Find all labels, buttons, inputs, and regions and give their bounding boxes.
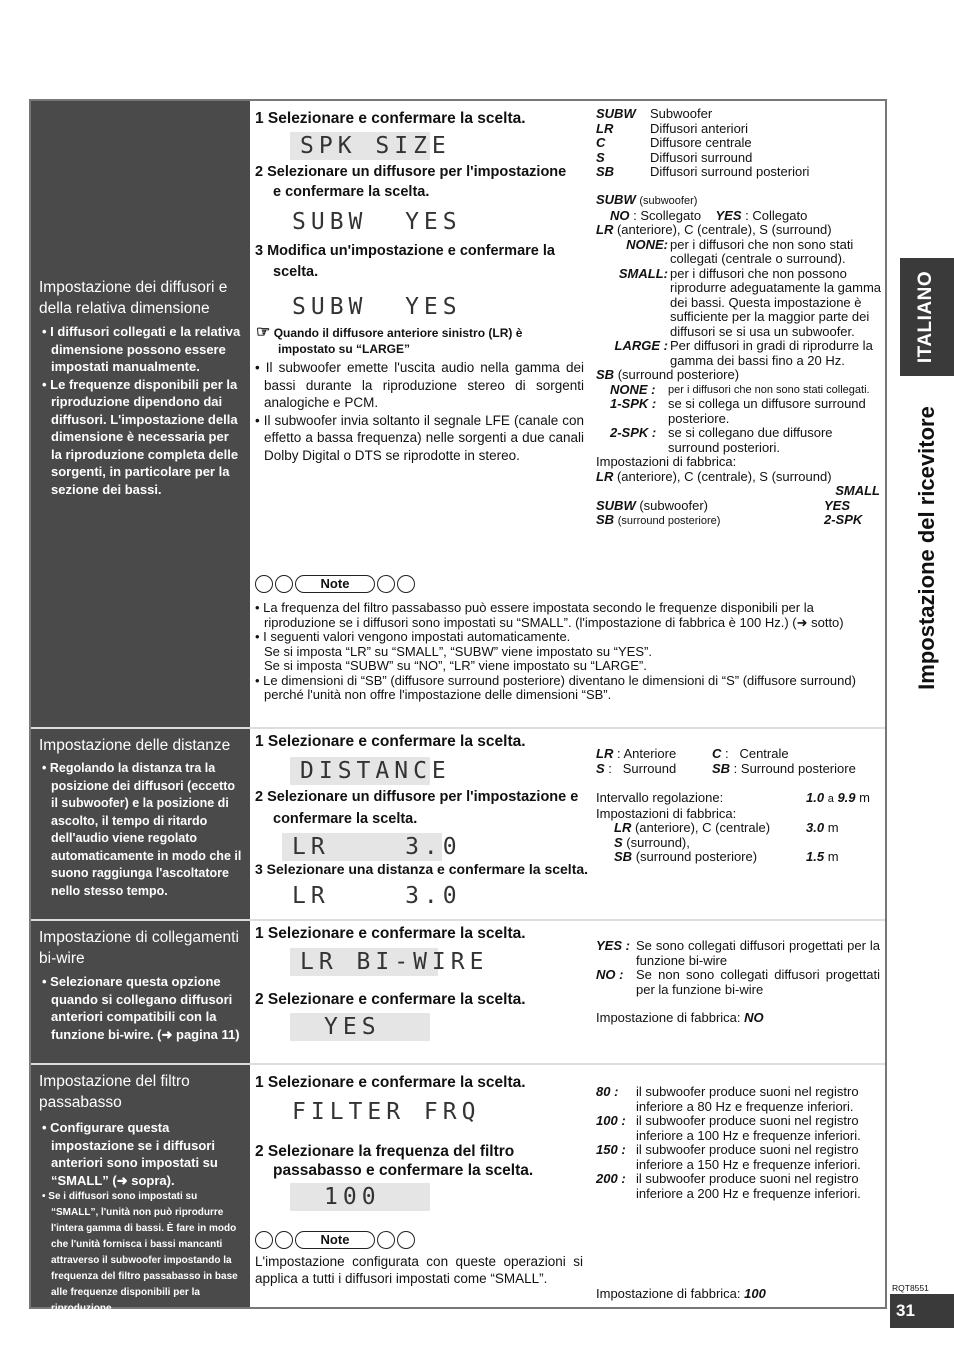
lcd-lr-3-0-b: LR 3.0 <box>292 883 462 909</box>
hand-icon: ☞ <box>256 324 271 341</box>
lcd-lr-3-0-a: LR 3.0 <box>282 833 442 861</box>
lcd-subw-yes-2: SUBW YES <box>292 294 462 320</box>
distance-heading: Impostazione delle distanze <box>39 737 231 754</box>
speaker-legend: SUBW Subwoofer LR Diffusori anteriori C Diffusore centrale S Diffusori surround SB Diffusori surround posteriori <box>596 106 810 179</box>
distance-step-2b: confermare la scelta. <box>273 811 418 827</box>
distance-range: Intervallo regolazione: 1.0 a 9.9 m Impostazioni di fabbrica: LR (anteriore), C (centrale) 3.0 m S (surround), SB (surround posteriore) 1.5 m <box>596 790 870 864</box>
language-tab: ITALIANO <box>900 258 954 376</box>
distance-main <box>250 729 885 919</box>
speaker-heading: Impostazione dei diffusori e della relativa dimensione <box>39 279 228 317</box>
distance-step-3: 3 Selezionare una distanza e confermare la scelta. <box>255 861 589 877</box>
speaker-tip: ☞ Quando il diffusore anteriore sinistro (LR) è impostato su “LARGE” <box>256 324 523 356</box>
lcd-lr-bi-wire: LR BI-WIRE <box>290 948 438 976</box>
lcd-100: 100 <box>290 1183 430 1211</box>
filter-note-label: Note <box>255 1231 417 1249</box>
distance-bullet: • Regolando la distanza tra la posizione dei diffusori (eccetto il subwoofer) e la posizione di ascolto, il tempo di ritardo dell'audio viene regolato automaticamente in modo che il suono raggiunga l'ascoltatore nello stesso tempo. <box>42 761 242 898</box>
filter-small-note: • Se i diffusori sono impostati su “SMALL”, l'unità non può riprodurre l'intera gamma di bassi. È fare in modo che l'unità fornisca i bassi mancanti attraverso il subwoofer impostando la frequenza del filtro passabasso in base alle frequenze disponibili per la riproduzione. <box>42 1191 238 1314</box>
doc-code: RQT8551 <box>892 1283 929 1293</box>
distance-section <box>31 729 885 919</box>
speaker-bullet-2: • Le frequenze disponibili per la riproduzione dipendono dai diffusori. L'impostazione della dimensione è necessaria per la riproduzione completa delle sorgenti, in particolare per la sezione dei bassi. <box>42 376 239 497</box>
distance-sidebar <box>31 729 250 919</box>
distance-legend: LR : Anteriore C : Centrale S : Surround SB : Surround posteriore <box>596 746 856 776</box>
speaker-step-2a: 2 Selezionare un diffusore per l'impostazione <box>255 164 567 180</box>
filter-note: L'impostazione configurata con queste operazioni si applica a tutti i diffusori impostati come “SMALL”. <box>255 1254 583 1286</box>
biwire-section <box>31 921 885 1063</box>
filter-factory: Impostazione di fabbrica: 100 <box>596 1286 766 1301</box>
distance-step-2a: 2 Selezionare un diffusore per l'impostazione e <box>255 789 579 805</box>
lcd-spk-size: SPK SIZE <box>290 132 430 160</box>
filter-bullet: • Configurare questa impostazione se i diffusori anteriori sono impostati su “SMALL” (➜ sopra). <box>42 1120 218 1188</box>
speaker-section <box>31 101 885 727</box>
filter-section <box>31 1065 885 1314</box>
speaker-bullet-1: • I diffusori collegati e la relativa dimensione possono essere impostati manualmente. <box>42 324 241 374</box>
speaker-step-3a: 3 Modifica un'impostazione e confermare la <box>255 243 555 259</box>
filter-main <box>250 1065 885 1307</box>
biwire-sidebar <box>31 921 250 1063</box>
biwire-main <box>250 921 885 1063</box>
biwire-bullet: • Selezionare questa opzione quando si collegano diffusori anteriori compatibili con la funzione bi-wire. (➜ pagina 11) <box>42 974 240 1042</box>
content-frame <box>29 99 887 1314</box>
biwire-heading: Impostazione di collegamenti bi-wire <box>39 929 239 967</box>
filter-step-2b: passabasso e confermare la scelta. <box>273 1162 534 1179</box>
speaker-step-2b: e confermare la scelta. <box>273 184 430 200</box>
biwire-step-2: 2 Selezionare e confermare la scelta. <box>255 991 526 1008</box>
page-number: 31 <box>890 1294 954 1328</box>
speaker-tip-bullets: • Il subwoofer emette l'uscita audio nella gamma dei bassi durante la riproduzione stereo di sorgenti analogiche e PCM. • Il subwoofer invia soltanto il segnale LFE (canale con effetto a bassa frequenza) nelle sorgenti a due canali Dolby Digital o DTS se riprodotte in stereo. <box>255 360 584 463</box>
lcd-yes: YES <box>290 1013 430 1041</box>
filter-heading: Impostazione del filtro passabasso <box>39 1073 190 1111</box>
filter-sidebar <box>31 1065 250 1314</box>
distance-step-1: 1 Selezionare e confermare la scelta. <box>255 733 526 750</box>
lcd-subw-yes-1: SUBW YES <box>292 209 462 235</box>
speaker-notes: • La frequenza del filtro passabasso può essere impostata secondo le frequenze disponibili per la riproduzione se i diffusori sono impostati su “SMALL”. (l'impostazione di fabbrica è 100 Hz.) (➜ sotto) • I seguenti valori vengono impostati automaticamente. Se si imposta “LR” su “SMALL”, “SUBW” viene impostato su “YES”. Se si imposta “SUBW” su “NO”, “LR” viene impostato su “LARGE”. • Le dimensioni di “SB” (diffusore surround posteriore) diventano le dimensioni di “S” (diffusore surround) perché l'unità non offre l'impostazione delle dimensioni “SB”. <box>255 600 856 702</box>
biwire-step-1: 1 Selezionare e confermare la scelta. <box>255 925 526 942</box>
speaker-options: SUBW (subwoofer) NO : Scollegato YES : Collegato LR (anteriore), C (centrale), S (surround) NONE: per i diffusori che non sono stati collegati (centrale o surround). SMALL: per i diffusori che non possono riprodurre adeguatamente la gamma dei bassi. Questa impostazione è sufficiente per la maggior parte dei diffusori se si usa un subwoofer. LARGE : Per diffusori in gradi di riprodurre la gamma dei bassi fino a 20 Hz. SB (surround posteriore) NONE : per i diffusori che non sono stati collegati. 1-SPK : se si collega un diffusore surround posteriore. 2-SPK : se si collegano due diffusore surround posteriori. Impostazioni di fabbrica: LR (anteriore), C (centrale), S (surround) SMALL SUBW (subwoofer) YES SB (surround posteriore) 2-SPK <box>596 192 882 527</box>
section-title: Impostazione del ricevitore <box>914 406 939 690</box>
speaker-step-1: 1 Selezionare e confermare la scelta. <box>255 110 526 127</box>
filter-freqs: 80 : il subwoofer produce suoni nel registro inferiore a 80 Hz e frequenze inferiori. 100 : il subwoofer produce suoni nel registro inferiore a 100 Hz e frequenze inferiori. 150 : il subwoofer produce suoni nel registro inferiore a 150 Hz e frequenze inferiori. 200 : il subwoofer produce suoni nel registro inferiore a 200 Hz e frequenze inferiori. <box>596 1084 861 1201</box>
filter-step-1: 1 Selezionare e confermare la scelta. <box>255 1074 526 1091</box>
biwire-options: YES : Se sono collegati diffusori progettati per la funzione bi-wire NO : Se non sono collegati diffusori progettati per la funzione bi-wire Impostazione di fabbrica: NO <box>596 938 880 1025</box>
speaker-step-3b: scelta. <box>273 264 319 280</box>
speaker-note-label: Note <box>255 575 417 593</box>
lcd-distance: DISTANCE <box>290 757 430 785</box>
filter-step-2a: 2 Selezionare la frequenza del filtro <box>255 1143 515 1160</box>
speaker-main <box>250 101 885 727</box>
speaker-sidebar <box>31 101 250 727</box>
lcd-filter-frq: FILTER FRQ <box>292 1099 481 1125</box>
